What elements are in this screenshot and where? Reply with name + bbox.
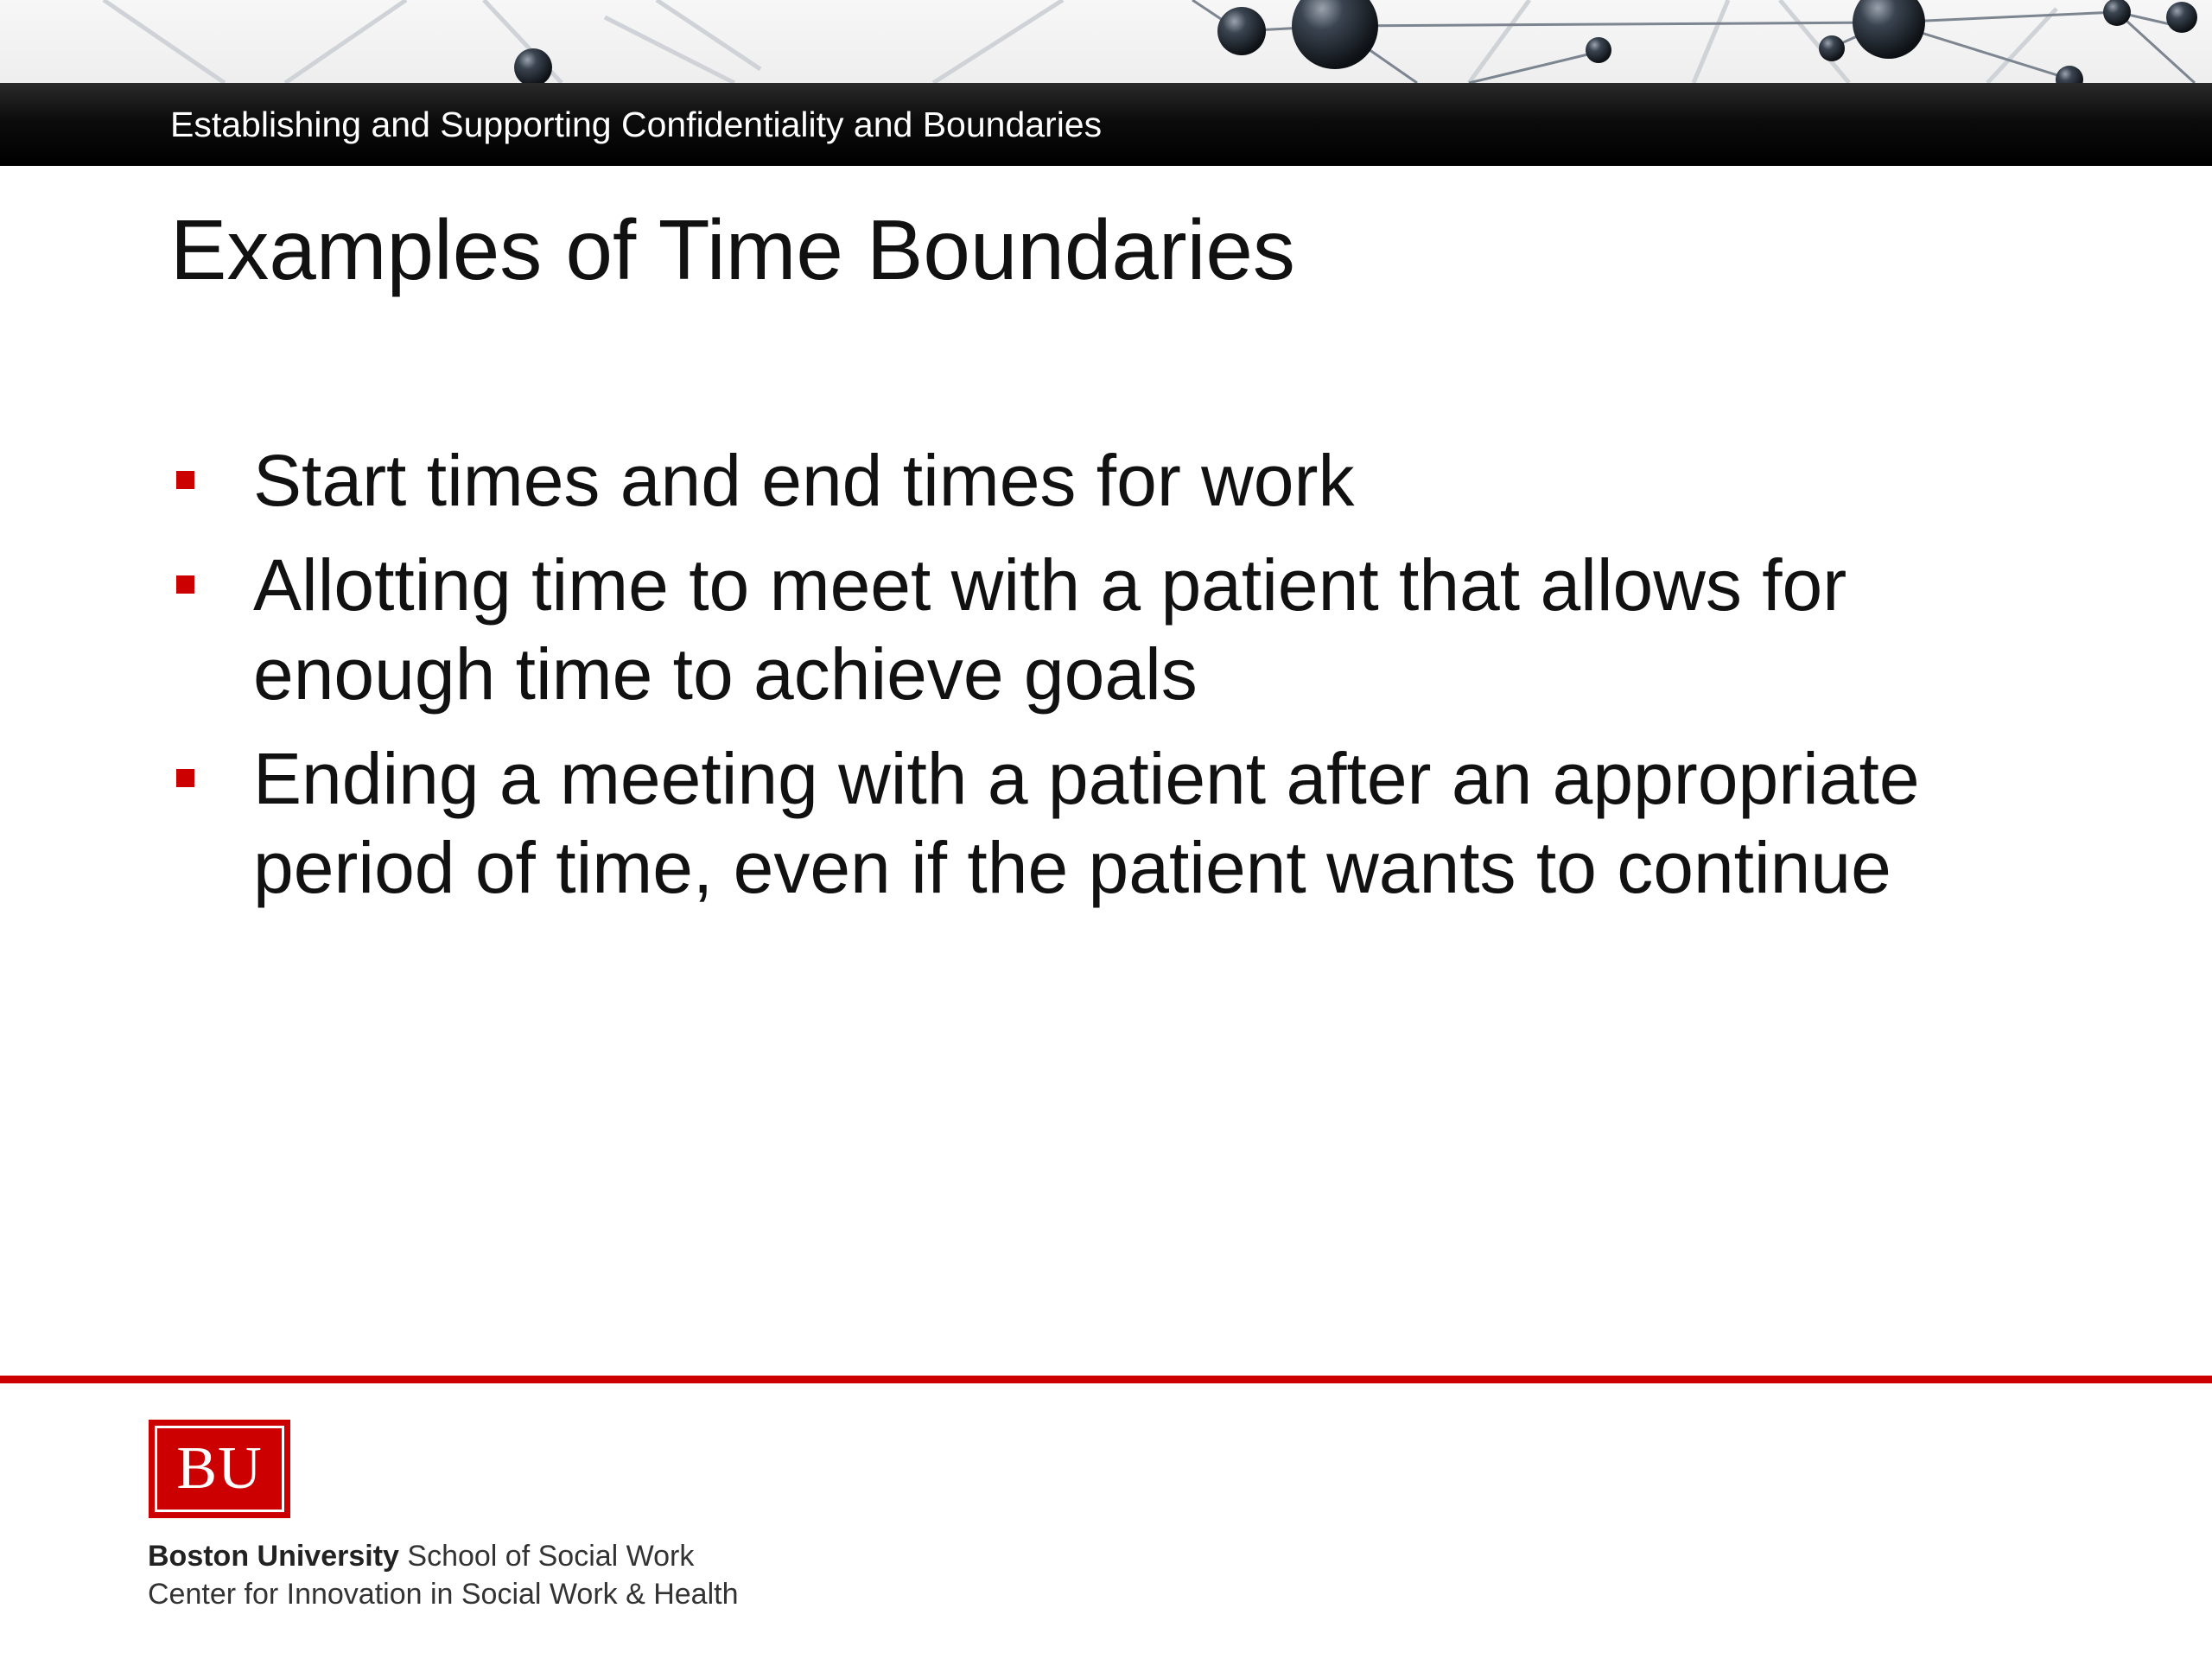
footer-center: Center for Innovation in Social Work & Health <box>148 1578 739 1611</box>
bullet-text: Allotting time to meet with a patient that allows for enough time to achieve goals <box>253 544 1847 715</box>
bullet-text: Ending a meeting with a patient after an appropriate period of time, even if the patient wants to continue <box>253 738 1920 908</box>
presentation-title: Establishing and Supporting Confidentiality and Boundaries <box>170 105 1103 144</box>
square-bullet-icon <box>176 769 194 787</box>
bullet-list <box>170 436 2028 928</box>
header-bar <box>0 83 2212 166</box>
network-graphic-banner <box>0 0 2212 83</box>
slide-title: Examples of Time Boundaries <box>170 202 1295 297</box>
bullet-item <box>170 734 2028 912</box>
bu-logo-text: BU <box>155 1426 284 1512</box>
bullet-item <box>170 436 2028 525</box>
school-name: School of Social Work <box>398 1540 695 1573</box>
bullet-text: Start times and end times for work <box>253 440 1355 521</box>
university-name: Boston University <box>148 1540 399 1573</box>
square-bullet-icon <box>176 471 194 489</box>
bu-logo <box>149 1420 290 1518</box>
network-graphic <box>0 0 2212 83</box>
bullet-item <box>170 541 2028 719</box>
square-bullet-icon <box>176 575 194 594</box>
footer-divider <box>0 1376 2212 1383</box>
footer-institution <box>148 1540 694 1573</box>
